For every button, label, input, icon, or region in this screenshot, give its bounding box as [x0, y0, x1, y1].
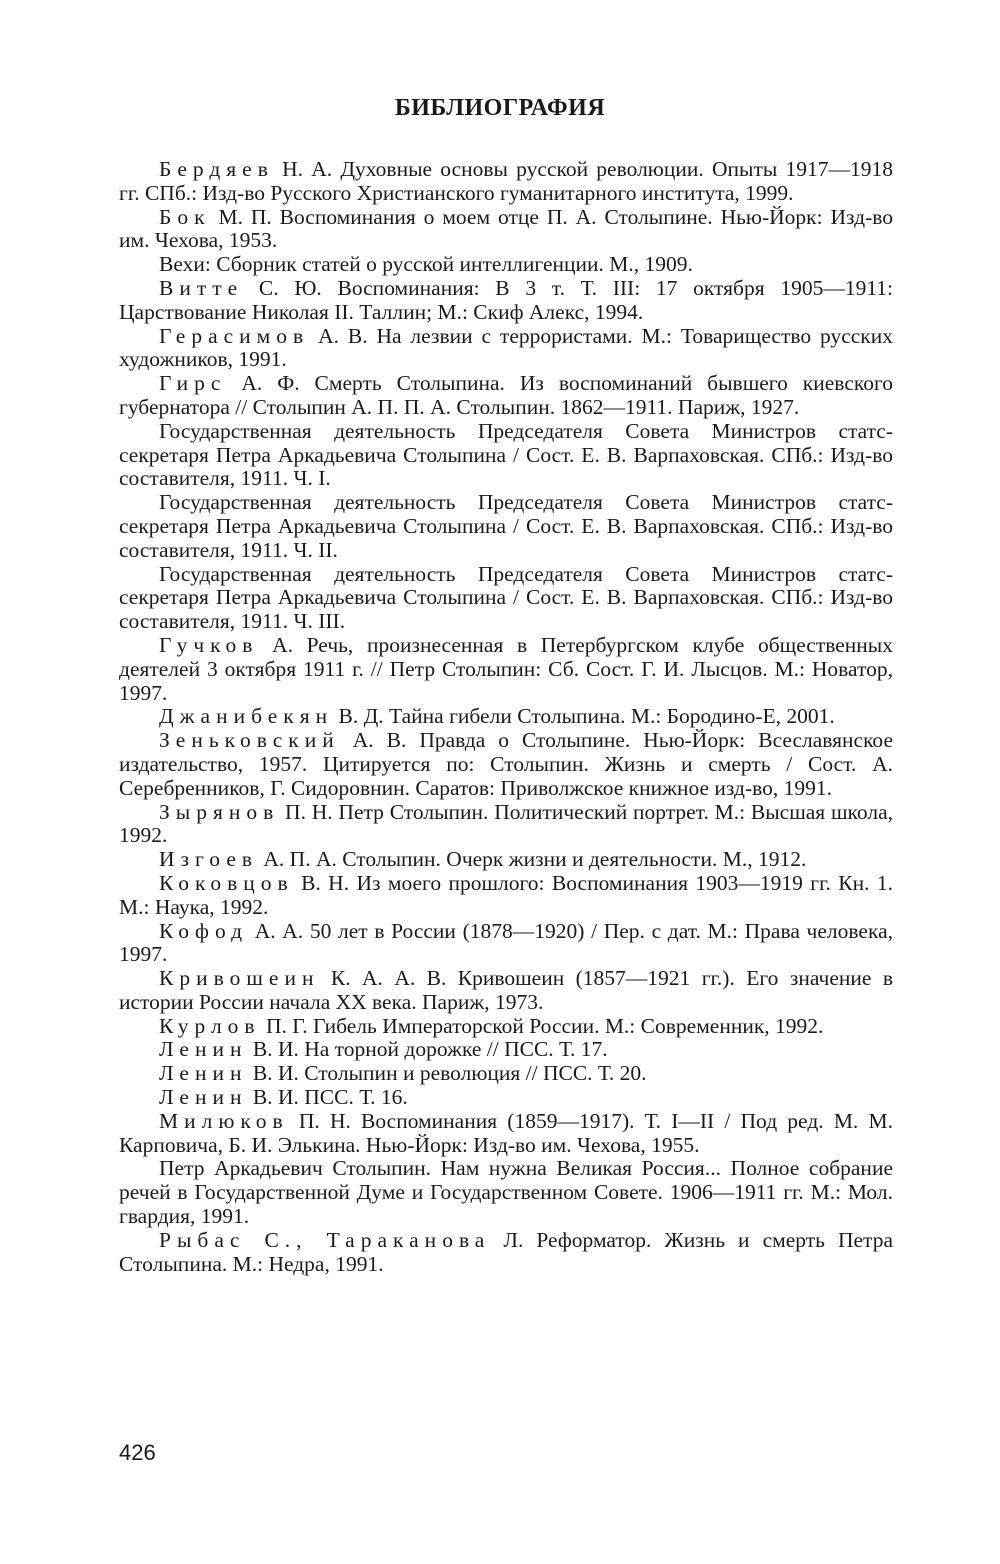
entry-author: Герасимов	[159, 323, 310, 348]
entry-text: Государственная деятельность Председателя Совета Министров статс-секретаря Петра Аркадьевича Столыпина / Сост. Е. В. Варпаховская. СПб.: Изд-во составителя, 1911. Ч. I.	[119, 418, 893, 491]
entry-text: А. А. 50 лет в России (1878—1920) / Пер. с дат. М.: Права человека, 1997.	[119, 918, 893, 967]
entry-text: А. В. Правда о Столыпине. Нью-Йорк: Всеславянское издательство, 1957. Цитируется по: Столыпин. Жизнь и смерть / Сост. А. Серебренников, Г. Сидоровнин. Саратов: Приволжское книжное изд-во, 1991.	[119, 728, 893, 800]
entry-text: Петр Аркадьевич Столыпин. Нам нужна Великая Россия... Полное собрание речей в Государственной Думе и Государственном Совете. 1906—1911 гг. М.: Мол. гвардия, 1991.	[119, 1156, 893, 1229]
bibliography-entry	[119, 1062, 893, 1086]
entry-author: Зеньковский	[159, 728, 340, 753]
entry-author: Зырянов	[159, 799, 280, 824]
entry-author: Изгоев	[159, 847, 259, 872]
bibliography-entry	[119, 253, 893, 277]
bibliography-entry	[119, 1015, 893, 1039]
bibliography-entry	[119, 967, 893, 1015]
bibliography-entry	[119, 158, 893, 206]
bibliography-entry	[119, 1157, 893, 1228]
entry-text: П. Н. Воспоминания (1859—1917). Т. I—II / Под ред. М. М. Карповича, Б. И. Элькина. Нью-Йорк: Изд-во им. Чехова, 1955.	[119, 1108, 893, 1157]
bibliography-entry	[119, 325, 893, 373]
bibliography-entry	[119, 1229, 893, 1277]
bibliography-entry	[119, 1038, 893, 1062]
entry-text: Л. Реформатор. Жизнь и смерть Петра Столыпина. М.: Недра, 1991.	[119, 1227, 894, 1276]
entry-author: Джанибекян	[159, 704, 334, 729]
page-title: БИБЛИОГРАФИЯ	[394, 95, 606, 121]
entry-author: Бердяев	[159, 157, 274, 181]
bibliography-entry	[119, 848, 893, 872]
entry-text: А. Речь, произнесенная в Петербургском клубе общественных деятелей 3 октября 1911 г. // Петр Столыпин: Сб. Сост. Г. И. Лысцов. М.: Новатор, 1997.	[119, 632, 893, 705]
entry-text: В. Д. Тайна гибели Столыпина. М.: Бородино-Е, 2001.	[333, 704, 835, 729]
entry-author: Милюков	[159, 1108, 289, 1133]
entry-author: Курлов	[159, 1013, 261, 1038]
entry-text: Н. А. Духовные основы русской революции. Опыты 1917—1918 гг. СПб.: Изд-во Русского Христианского гуманитарного института, 1999.	[119, 157, 893, 205]
entry-text: П. Г. Гибель Императорской России. М.: Современник, 1992.	[260, 1013, 824, 1038]
entry-text: В. И. Столыпин и революция // ПСС. Т. 20.	[247, 1061, 647, 1086]
entry-text: К. А. А. В. Кривошеин (1857—1921 гг.). Его значение в истории России начала XX века. Париж, 1973.	[119, 966, 893, 1014]
bibliography-entry	[119, 420, 893, 491]
entry-author: Гирс	[159, 371, 227, 396]
bibliography-entry	[119, 920, 893, 968]
entry-text: Государственная деятельность Председателя Совета Министров статс-секретаря Петра Аркадьевича Столыпина / Сост. Е. В. Варпаховская. СПб.: Изд-во составителя, 1911. Ч. III.	[119, 561, 893, 634]
entry-author: Ленин	[159, 1037, 248, 1062]
entry-author: Гучков	[159, 632, 259, 657]
page-number: 426	[119, 1440, 156, 1465]
bibliography-entry	[119, 206, 893, 254]
entry-text: В. Н. Из моего прошлого: Воспоминания 1903—1919 гг. Кн. 1. М.: Наука, 1992.	[119, 870, 893, 919]
entry-author: Ленин	[159, 1061, 248, 1086]
bibliography-entry	[119, 801, 893, 849]
entry-text: А. В. На лезвии с террористами. М.: Товарищество русских художников, 1991.	[119, 323, 893, 372]
bibliography-entry	[119, 491, 893, 562]
bibliography-entry	[119, 1086, 893, 1110]
bibliography-entry	[119, 705, 893, 729]
entry-text: Государственная деятельность Председателя Совета Министров статс-секретаря Петра Аркадьевича Столыпина / Сост. Е. В. Варпаховская. СПб.: Изд-во составителя, 1911. Ч. II.	[119, 490, 893, 562]
entry-author: Ленин	[159, 1085, 248, 1110]
entry-author: Кофод	[159, 918, 249, 943]
entry-text: В. И. ПСС. Т. 16.	[247, 1085, 408, 1110]
entry-author: Коковцов	[159, 870, 294, 895]
bibliography-entry	[119, 563, 893, 634]
entry-author: Кривошеин	[159, 966, 320, 991]
bibliography-entry	[119, 277, 893, 325]
entry-text: А. Ф. Смерть Столыпина. Из воспоминаний бывшего киевского губернатора // Столыпин А. П. П. А. Столыпин. 1862—1911. Париж, 1927.	[119, 371, 893, 419]
entry-text: П. Н. Петр Столыпин. Политический портрет. М.: Высшая школа, 1992.	[119, 799, 893, 848]
bibliography-list	[119, 158, 893, 1276]
bibliography-entry	[119, 372, 893, 420]
bibliography-entry	[119, 872, 893, 920]
entry-text: М. П. Воспоминания о моем отце П. А. Столыпине. Нью-Йорк: Изд-во им. Чехова, 1953.	[119, 204, 893, 253]
entry-author: Рыбас С., Тараканова	[159, 1227, 491, 1252]
bibliography-entry	[119, 1110, 893, 1158]
bibliography-entry	[119, 729, 893, 800]
bibliography-entry	[119, 634, 893, 705]
entry-text: В. И. На торной дорожке // ПСС. Т. 17.	[247, 1037, 608, 1062]
entry-text: Вехи: Сборник статей о русской интеллигенции. М., 1909.	[159, 252, 693, 277]
entry-text: С. Ю. Воспоминания: В 3 т. Т. III: 17 октября 1905—1911: Царствование Николая II. Таллин; М.: Скиф Алекс, 1994.	[119, 275, 893, 324]
entry-author: Витте	[159, 275, 244, 300]
entry-text: А. П. А. Столыпин. Очерк жизни и деятельности. М., 1912.	[258, 847, 807, 872]
entry-author: Бок	[159, 204, 211, 229]
